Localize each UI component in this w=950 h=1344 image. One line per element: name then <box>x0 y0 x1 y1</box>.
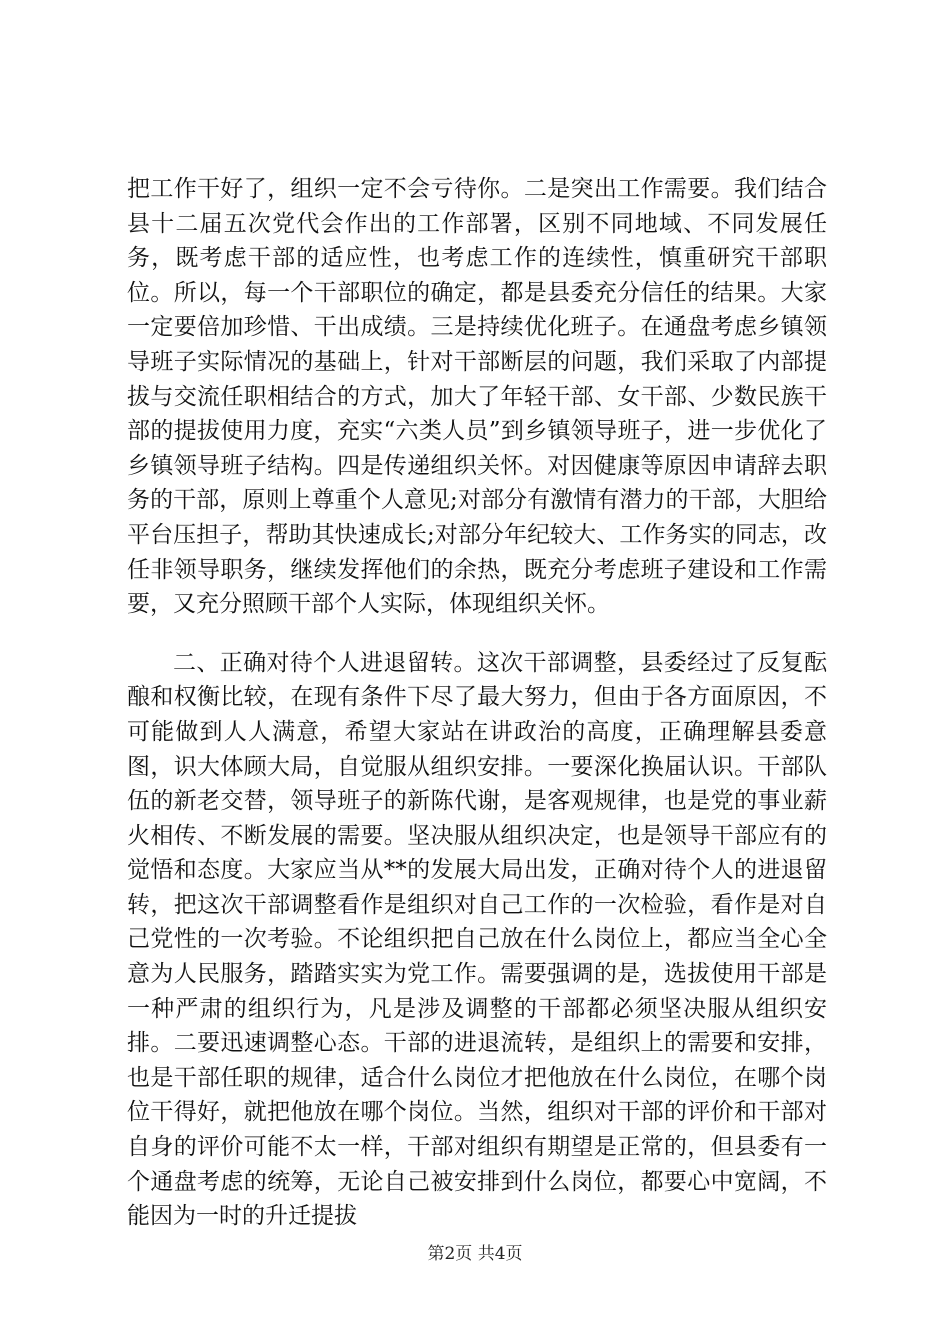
paragraph-spacer <box>127 622 827 646</box>
paragraph-continued: 把工作干好了，组织一定不会亏待你。二是突出工作需要。我们结合县十二届五次党代会作出的工作部署，区别不同地域、不同发展任务，既考虑干部的适应性，也考虑工作的连续性，慎重研究干部职位。所以，每一个干部职位的确定，都是县委充分信任的结果。大家一定要倍加珍惜、干出成绩。三是持续优化班子。在通盘考虑乡镇领导班子实际情况的基础上，针对干部断层的问题，我们采取了内部提拔与交流任职相结合的方式，加大了年轻干部、女干部、少数民族干部的提拔使用力度，充实“六类人员”到乡镇领导班子，进一步优化了乡镇领导班子结构。四是传递组织关怀。对因健康等原因申请辞去职务的干部，原则上尊重个人意见;对部分有激情有潜力的干部，大胆给平台压担子，帮助其快速成长;对部分年纪较大、工作务实的同志，改任非领导职务，继续发挥他们的余热，既充分考虑班子建设和工作需要，又充分照顾干部个人实际，体现组织关怀。 <box>127 176 827 618</box>
document-body <box>127 172 827 1234</box>
page-number-footer: 第2页 共4页 <box>427 1244 523 1264</box>
paragraph-section-two: 二、正确对待个人进退留转。这次干部调整，县委经过了反复酝酿和权衡比较，在现有条件下尽了最大努力，但由于各方面原因，不可能做到人人满意，希望大家站在讲政治的高度，正确理解县委意图，识大体顾大局，自觉服从组织安排。一要深化换届认识。干部队伍的新老交替，领导班子的新陈代谢，是客观规律，也是党的事业薪火相传、不断发展的需要。坚决服从组织决定，也是领导干部应有的觉悟和态度。大家应当从**的发展大局出发，正确对待个人的进退留转，把这次干部调整看作是组织对自己工作的一次检验，看作是对自己党性的一次考验。不论组织把自己放在什么岗位上，都应当全心全意为人民服务，踏踏实实为党工作。需要强调的是，选拔使用干部是一种严肃的组织行为，凡是涉及调整的干部都必须坚决服从组织安排。二要迅速调整心态。干部的进退流转，是组织上的需要和安排，也是干部任职的规律，适合什么岗位才把他放在什么岗位，在哪个岗位干得好，就把他放在哪个岗位。当然，组织对干部的评价和干部对自身的评价可能不太一样，干部对组织有期望是正常的，但县委有一个通盘考虑的统筹，无论自己被安排到什么岗位，都要心中宽阔，不能因为一时的升迁提拔 <box>127 649 827 1230</box>
